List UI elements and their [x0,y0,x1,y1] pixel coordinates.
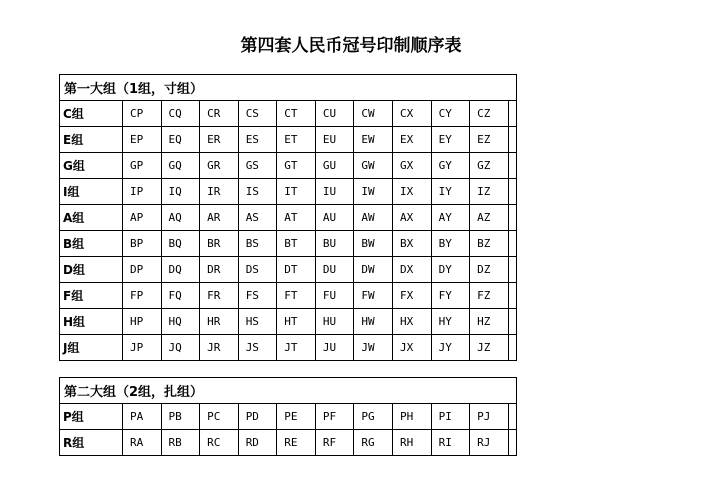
code-cell: IW [354,179,393,205]
code-cell: IT [277,179,316,205]
code-cell: RI [431,430,470,456]
table-row [60,309,517,335]
code-cell: PE [277,404,316,430]
code-cell: ET [277,127,316,153]
code-cell: CQ [161,101,200,127]
code-cell: CY [431,101,470,127]
code-cell: JY [431,335,470,361]
code-cell: FU [315,283,354,309]
code-cell: BS [238,231,277,257]
code-cell: IR [200,179,239,205]
code-cell: GY [431,153,470,179]
code-cell: AW [354,205,393,231]
code-cell: HY [431,309,470,335]
code-cell: CU [315,101,354,127]
code-cell: FP [122,283,161,309]
code-cell: FR [200,283,239,309]
code-cell: ES [238,127,277,153]
group-table-2 [59,377,517,456]
code-cell: RD [238,430,277,456]
code-cell: DS [238,257,277,283]
code-cell: AZ [470,205,509,231]
code-cell: GZ [470,153,509,179]
code-cell: DT [277,257,316,283]
code-cell: DZ [470,257,509,283]
empty-cell [508,283,516,309]
code-cell: RH [393,430,432,456]
code-cell: PC [200,404,239,430]
code-cell: IY [431,179,470,205]
code-cell: BX [393,231,432,257]
row-label: H组 [60,309,123,335]
code-cell: AY [431,205,470,231]
code-cell: IS [238,179,277,205]
row-label: B组 [60,231,123,257]
code-cell: GW [354,153,393,179]
code-cell: DX [393,257,432,283]
code-cell: RG [354,430,393,456]
code-cell: JR [200,335,239,361]
table-row [60,283,517,309]
code-cell: PG [354,404,393,430]
code-cell: CS [238,101,277,127]
code-cell: GX [393,153,432,179]
empty-cell [508,430,516,456]
code-cell: PI [431,404,470,430]
group-table-1 [59,74,517,361]
empty-cell [508,404,516,430]
table-row [60,257,517,283]
code-cell: HP [122,309,161,335]
code-cell: PJ [470,404,509,430]
code-cell: HT [277,309,316,335]
code-cell: JX [393,335,432,361]
code-cell: EP [122,127,161,153]
table-row [60,153,517,179]
empty-cell [508,101,516,127]
code-cell: BT [277,231,316,257]
code-cell: PH [393,404,432,430]
table-row [60,430,517,456]
group-header-row [60,75,517,101]
code-cell: RA [122,430,161,456]
code-cell: AQ [161,205,200,231]
code-cell: GT [277,153,316,179]
row-label: E组 [60,127,123,153]
code-cell: EU [315,127,354,153]
table-row [60,127,517,153]
empty-cell [508,127,516,153]
code-cell: BU [315,231,354,257]
code-cell: IZ [470,179,509,205]
code-cell: CZ [470,101,509,127]
code-cell: PF [315,404,354,430]
code-cell: PD [238,404,277,430]
empty-cell [508,257,516,283]
row-label: I组 [60,179,123,205]
page-title [0,35,702,57]
empty-cell [508,205,516,231]
code-cell: RE [277,430,316,456]
code-cell: FZ [470,283,509,309]
code-cell: EX [393,127,432,153]
code-cell: RC [200,430,239,456]
code-cell: HZ [470,309,509,335]
code-cell: JS [238,335,277,361]
code-cell: BW [354,231,393,257]
code-cell: AP [122,205,161,231]
code-cell: AT [277,205,316,231]
code-cell: RB [161,430,200,456]
row-label: J组 [60,335,123,361]
table-row [60,404,517,430]
code-cell: GP [122,153,161,179]
code-cell: CX [393,101,432,127]
table-row [60,101,517,127]
code-cell: GS [238,153,277,179]
code-cell: AX [393,205,432,231]
code-cell: CW [354,101,393,127]
row-label: G组 [60,153,123,179]
row-label: R组 [60,430,123,456]
code-cell: HW [354,309,393,335]
code-cell: HR [200,309,239,335]
code-cell: AR [200,205,239,231]
code-cell: PA [122,404,161,430]
code-cell: BR [200,231,239,257]
code-cell: JW [354,335,393,361]
code-cell: JU [315,335,354,361]
group-header: 第二大组（2组，扎组） [60,378,517,404]
code-cell: CT [277,101,316,127]
page-title-text: 第四套人民币冠号印制顺序表 [240,36,462,56]
code-cell: HS [238,309,277,335]
empty-cell [508,153,516,179]
code-cell: RJ [470,430,509,456]
empty-cell [508,309,516,335]
code-cell: FT [277,283,316,309]
empty-cell [508,231,516,257]
code-cell: FY [431,283,470,309]
empty-cell [508,179,516,205]
code-cell: FS [238,283,277,309]
table-row [60,335,517,361]
code-cell: BY [431,231,470,257]
code-cell: DP [122,257,161,283]
code-cell: EQ [161,127,200,153]
code-cell: JP [122,335,161,361]
code-cell: AU [315,205,354,231]
group-header: 第一大组（1组，寸组） [60,75,517,101]
row-label: D组 [60,257,123,283]
code-cell: JZ [470,335,509,361]
code-cell: FW [354,283,393,309]
code-cell: IU [315,179,354,205]
code-cell: BQ [161,231,200,257]
group-header-row [60,378,517,404]
row-label: F组 [60,283,123,309]
code-cell: JT [277,335,316,361]
code-cell: GU [315,153,354,179]
code-cell: CR [200,101,239,127]
code-cell: EZ [470,127,509,153]
code-cell: FX [393,283,432,309]
table-row [60,205,517,231]
code-cell: EW [354,127,393,153]
code-cell: HU [315,309,354,335]
code-cell: IQ [161,179,200,205]
code-cell: BZ [470,231,509,257]
row-label: C组 [60,101,123,127]
code-cell: RF [315,430,354,456]
code-cell: DR [200,257,239,283]
code-cell: FQ [161,283,200,309]
code-cell: EY [431,127,470,153]
code-cell: HQ [161,309,200,335]
code-cell: IX [393,179,432,205]
code-cell: AS [238,205,277,231]
code-cell: DQ [161,257,200,283]
code-cell: BP [122,231,161,257]
code-cell: GQ [161,153,200,179]
code-cell: DY [431,257,470,283]
code-cell: DW [354,257,393,283]
row-label: P组 [60,404,123,430]
code-cell: HX [393,309,432,335]
table-row [60,231,517,257]
code-cell: PB [161,404,200,430]
code-cell: IP [122,179,161,205]
code-cell: JQ [161,335,200,361]
row-label: A组 [60,205,123,231]
empty-cell [508,335,516,361]
code-cell: GR [200,153,239,179]
code-cell: ER [200,127,239,153]
code-cell: CP [122,101,161,127]
table-row [60,179,517,205]
code-cell: DU [315,257,354,283]
